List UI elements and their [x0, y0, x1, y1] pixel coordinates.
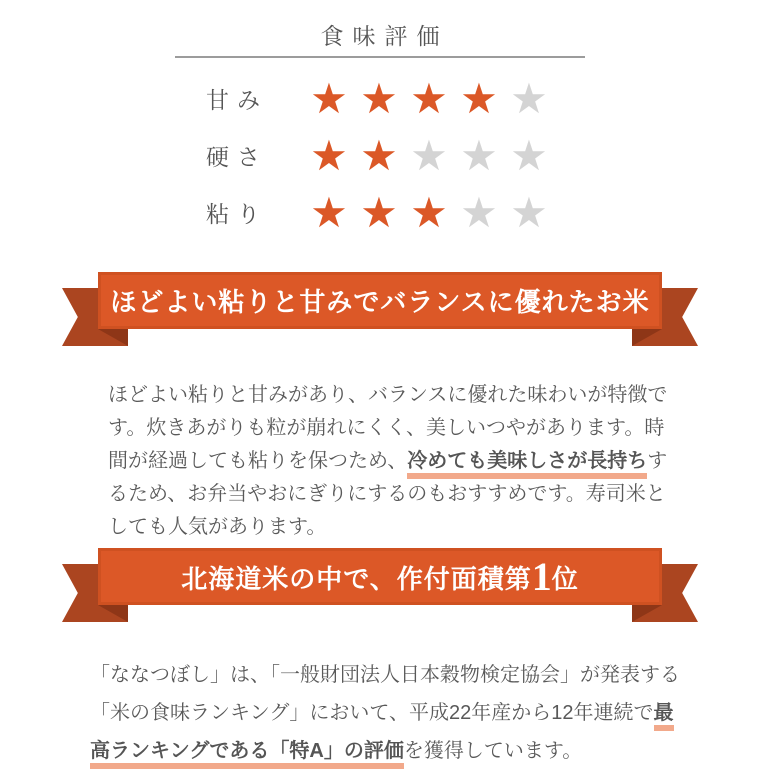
star-empty-icon: ★ [510, 131, 548, 179]
taste-rating-table [0, 70, 760, 241]
rating-label: 硬さ [206, 144, 268, 170]
star-filled-icon: ★ [310, 131, 348, 179]
star-filled-icon: ★ [310, 74, 348, 122]
title-divider [175, 56, 585, 58]
star-rating [304, 188, 554, 238]
star-empty-icon: ★ [410, 131, 448, 179]
ribbon-text-post: 位 [551, 565, 579, 594]
ribbon-heading [181, 553, 579, 600]
rating-row-sweetness [0, 70, 760, 127]
star-empty-icon: ★ [460, 131, 498, 179]
star-filled-icon: ★ [410, 188, 448, 236]
star-filled-icon: ★ [310, 188, 348, 236]
description-paragraph-taste [108, 379, 670, 544]
paragraph-text: 「ななつぼし」は、「一般財団法人日本穀物検定協会」が発表する「米の食味ランキング」において、平成22年産から12年連続で [90, 664, 680, 724]
rank-number: 1 [531, 554, 552, 599]
ribbon-band [98, 548, 662, 605]
paragraph-text: ほどよい粘りと甘みがあり、バランスに優れた味わいが特徴です。炊きあがりも粒が崩れにくく、美しいつやがあります。時間が経過しても粘りを保つため、 [108, 384, 668, 472]
rating-row-hardness [0, 127, 760, 184]
ribbon-band [98, 272, 662, 329]
ribbon-heading: ほどよい粘りと甘みでバランスに優れたお米 [110, 288, 650, 317]
star-filled-icon: ★ [410, 74, 448, 122]
star-filled-icon: ★ [360, 74, 398, 122]
star-filled-icon: ★ [360, 188, 398, 236]
star-rating [304, 74, 554, 124]
star-rating [304, 131, 554, 181]
ribbon-banner-ranking [98, 548, 662, 624]
description-paragraph-ranking [90, 656, 680, 770]
rating-label: 粘り [206, 201, 268, 227]
highlighted-text: 冷めても美味しさが長持ち [407, 450, 647, 479]
star-empty-icon: ★ [510, 74, 548, 122]
ribbon-banner-balance [98, 272, 662, 348]
paragraph-text: を獲得しています。 [403, 740, 583, 762]
star-empty-icon: ★ [510, 188, 548, 236]
taste-section-title: 食味評価 [320, 23, 449, 49]
highlighted-text: 最高ランキングである「特A」の評価 [90, 702, 674, 769]
paragraph-text: するため、お弁当やおにぎりにするのもおすすめです。寿司米としても人気があります。 [108, 450, 668, 538]
star-filled-icon: ★ [460, 74, 498, 122]
star-empty-icon: ★ [460, 188, 498, 236]
rating-row-stickiness [0, 184, 760, 241]
rating-label: 甘み [206, 87, 268, 113]
star-filled-icon: ★ [360, 131, 398, 179]
ribbon-text-pre: 北海道米の中で、作付面積第 [181, 565, 532, 594]
